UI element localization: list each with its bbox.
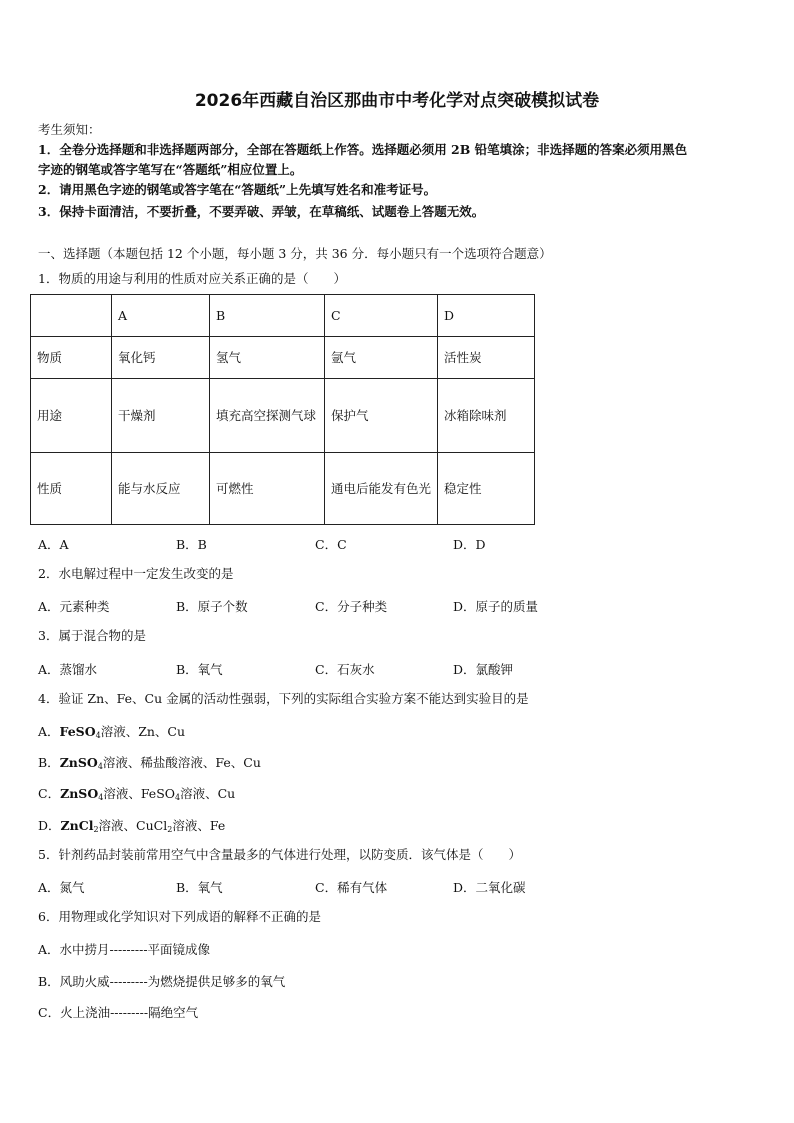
option-c: C．C — [315, 537, 347, 552]
option-a: A．A — [38, 537, 69, 552]
subscript: 4 — [175, 793, 181, 802]
table-cell: 氩气 — [325, 337, 438, 379]
question-stem: 5．针剂药品封装前常用空气中含量最多的气体进行处理，以防变质．该气体是（ ） — [38, 847, 521, 862]
notice-heading: 考生须知： — [38, 122, 101, 137]
option-text: 溶液、Cu — [180, 786, 236, 801]
option-d: D．原子的质量 — [453, 599, 539, 614]
notice-item: 字迹的钢笔或答字笔写在“答题纸”相应位置上。 — [38, 162, 303, 177]
subscript: 4 — [97, 762, 103, 771]
formula: ZnSO — [60, 786, 99, 801]
option-text: 溶液、CuCl — [98, 818, 168, 833]
option-a — [38, 722, 185, 740]
option-c: C．火上浇油---------隔绝空气 — [38, 1005, 199, 1020]
notice-item: 3．保持卡面清洁，不要折叠，不要弄破、弄皱，在草稿纸、试题卷上答题无效。 — [38, 204, 485, 219]
table-row — [31, 379, 535, 453]
table-cell — [31, 295, 112, 337]
option-b — [38, 753, 261, 771]
option-d: D．二氧化碳 — [453, 880, 526, 895]
option-c: C．稀有气体 — [315, 880, 388, 895]
table-cell: 活性炭 — [438, 337, 535, 379]
table-cell: 保护气 — [325, 379, 438, 453]
table-cell: 填充高空探测气球 — [210, 379, 325, 453]
option-d: D．氯酸钾 — [453, 662, 514, 677]
option-label: D． — [38, 818, 61, 833]
option-b: B．原子个数 — [176, 599, 248, 614]
option-text: 溶液、Zn、Cu — [100, 724, 186, 739]
table-cell: 物质 — [31, 337, 112, 379]
table-row — [31, 337, 535, 379]
option-c: C．分子种类 — [315, 599, 388, 614]
page-title: 2026年西藏自治区那曲市中考化学对点突破模拟试卷 — [194, 91, 600, 111]
formula: ZnSO — [59, 755, 98, 770]
table-row — [31, 295, 535, 337]
table-cell: 氢气 — [210, 337, 325, 379]
subscript: 2 — [167, 825, 173, 834]
table-cell: C — [325, 295, 438, 337]
question-stem: 2．水电解过程中一定发生改变的是 — [38, 566, 234, 581]
q1-table — [30, 294, 535, 525]
section-heading: 一、选择题（本题包括 12 个小题，每小题 3 分，共 36 分．每小题只有一个选项符合题意） — [38, 246, 552, 261]
option-d — [38, 816, 225, 834]
table-cell: 冰箱除味剂 — [438, 379, 535, 453]
table-cell: B — [210, 295, 325, 337]
table-cell: 通电后能发有色光 — [325, 453, 438, 525]
subscript: 4 — [98, 793, 104, 802]
subscript: 4 — [95, 731, 101, 740]
option-c: C．石灰水 — [315, 662, 375, 677]
question-stem: 6．用物理或化学知识对下列成语的解释不正确的是 — [38, 909, 321, 924]
option-c — [38, 784, 235, 802]
option-label: C． — [38, 786, 61, 801]
table-cell: 用途 — [31, 379, 112, 453]
table-cell: 能与水反应 — [112, 453, 210, 525]
option-a: A．水中捞月---------平面镜成像 — [38, 942, 211, 957]
option-label: A． — [38, 724, 60, 739]
formula: FeSO — [59, 724, 96, 739]
option-a: A．氮气 — [38, 880, 85, 895]
formula: ZnCl — [60, 818, 94, 833]
table-cell: A — [112, 295, 210, 337]
option-b: B．B — [176, 537, 207, 552]
option-a: A．蒸馏水 — [38, 662, 98, 677]
question-stem: 4．验证 Zn、Fe、Cu 金属的活动性强弱，下列的实际组合实验方案不能达到实验目的是 — [38, 691, 529, 706]
question-stem: 1．物质的用途与利用的性质对应关系正确的是（ ） — [38, 271, 346, 286]
option-label: B． — [38, 755, 60, 770]
option-a: A．元素种类 — [38, 599, 110, 614]
subscript: 2 — [93, 825, 99, 834]
option-text: 溶液、稀盐酸溶液、Fe、Cu — [102, 755, 261, 770]
table-cell: 氧化钙 — [112, 337, 210, 379]
table-cell: D — [438, 295, 535, 337]
option-b: B．风助火威---------为燃烧提供足够多的氧气 — [38, 974, 286, 989]
option-d: D．D — [453, 537, 486, 552]
question-stem: 3．属于混合物的是 — [38, 628, 146, 643]
option-text: 溶液、FeSO — [103, 786, 176, 801]
option-text: 溶液、Fe — [172, 818, 226, 833]
notice-item: 2．请用黑色字迹的钢笔或答字笔在“答题纸”上先填写姓名和准考证号。 — [38, 182, 437, 197]
table-cell: 性质 — [31, 453, 112, 525]
notice-item: 1．全卷分选择题和非选择题两部分，全部在答题纸上作答。选择题必须用 2B 铅笔填涂；非选择题的答案必须用黑色 — [38, 142, 688, 157]
table-cell: 干燥剂 — [112, 379, 210, 453]
table-row — [31, 453, 535, 525]
table-cell: 稳定性 — [438, 453, 535, 525]
table-cell: 可燃性 — [210, 453, 325, 525]
option-b: B．氧气 — [176, 880, 223, 895]
option-b: B．氧气 — [176, 662, 223, 677]
